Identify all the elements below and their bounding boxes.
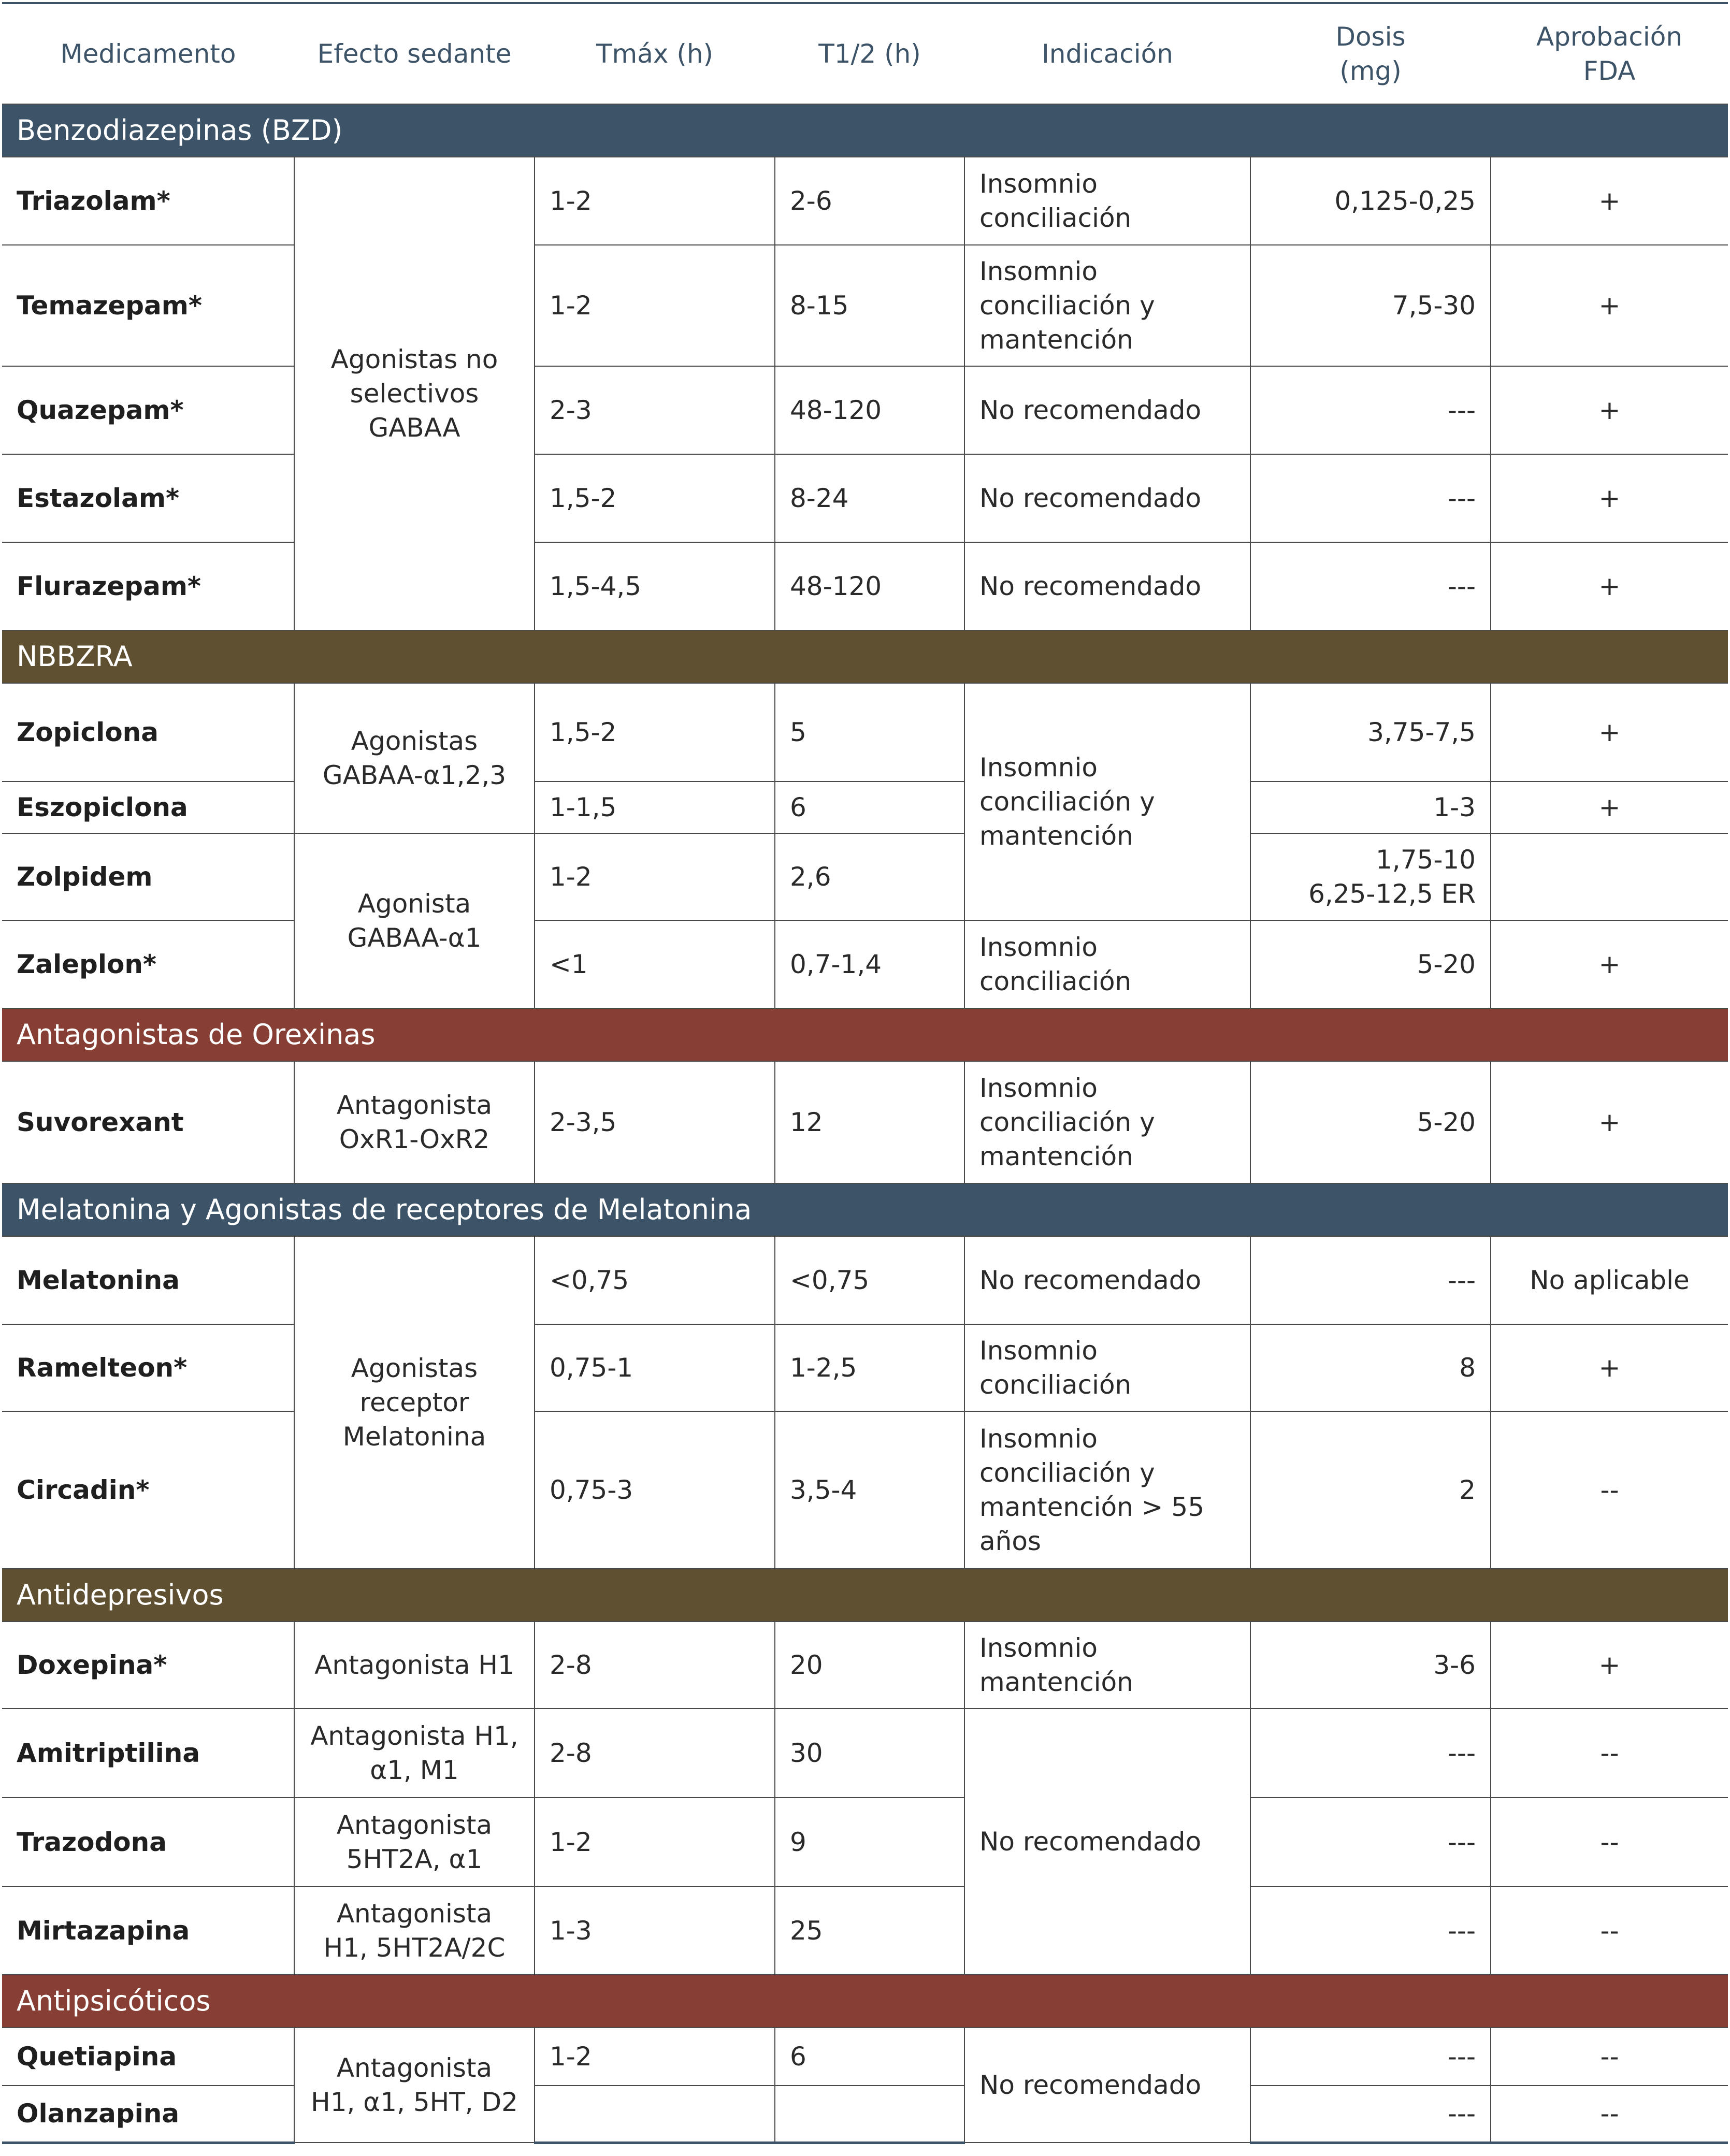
tmax-cell: 1,5-2 bbox=[535, 454, 775, 542]
drug-name: Olanzapina bbox=[2, 2086, 294, 2143]
t12-cell: 8-24 bbox=[775, 454, 964, 542]
dose-cell: 3-6 bbox=[1250, 1622, 1491, 1709]
dose-cell: --- bbox=[1250, 2028, 1491, 2086]
table-row bbox=[2, 1411, 1728, 1569]
table-row bbox=[2, 1324, 1728, 1411]
indication-cell: No recomendado bbox=[964, 1709, 1250, 1975]
tmax-cell: 1-2 bbox=[535, 245, 775, 366]
section-row bbox=[2, 1975, 1728, 2028]
indication-cell: Insomnio conciliación y mantención bbox=[964, 245, 1250, 366]
indication-cell: Insomnio conciliación y mantención > 55 años bbox=[964, 1411, 1250, 1569]
drug-name: Ramelteon* bbox=[2, 1324, 294, 1411]
indication-cell: No recomendado bbox=[964, 2028, 1250, 2143]
drug-name: Quetiapina bbox=[2, 2028, 294, 2086]
t12-cell: 12 bbox=[775, 1061, 964, 1183]
col-header-indicacion: Indicación bbox=[1042, 39, 1173, 69]
fda-cell: No aplicable bbox=[1491, 1236, 1728, 1324]
insomnia-drugs-table bbox=[2, 2, 1728, 2144]
indication-cell: No recomendado bbox=[964, 454, 1250, 542]
dose-cell: --- bbox=[1250, 1236, 1491, 1324]
dose-cell: --- bbox=[1250, 366, 1491, 454]
effect-cell: Agonistas receptor Melatonina bbox=[294, 1236, 535, 1569]
table-row bbox=[2, 1061, 1728, 1183]
tmax-cell: 1,5-4,5 bbox=[535, 542, 775, 630]
tmax-cell: <1 bbox=[535, 920, 775, 1008]
table-row bbox=[2, 920, 1728, 1008]
drug-table-page bbox=[2, 2, 1728, 2144]
indication-cell: Insomnio conciliación bbox=[964, 157, 1250, 245]
table-row bbox=[2, 833, 1728, 920]
indication-cell: Insomnio conciliación y mantención bbox=[964, 683, 1250, 920]
tmax-cell: 1-2 bbox=[535, 1798, 775, 1887]
col-header-dosis: Dosis (mg) bbox=[1335, 22, 1406, 86]
col-header-fda: Aprobación FDA bbox=[1536, 22, 1683, 86]
section-title-bzd: Benzodiazepinas (BZD) bbox=[2, 104, 1728, 157]
fda-cell: + bbox=[1491, 782, 1728, 833]
dose-cell: 5-20 bbox=[1250, 920, 1491, 1008]
indication-cell: Insomnio mantención bbox=[964, 1622, 1250, 1709]
effect-cell: Antagonista H1, α1, 5HT, D2 bbox=[294, 2028, 535, 2143]
fda-cell: + bbox=[1491, 454, 1728, 542]
drug-name: Suvorexant bbox=[2, 1061, 294, 1183]
section-row bbox=[2, 1008, 1728, 1061]
section-title-antidepresivos: Antidepresivos bbox=[2, 1569, 1728, 1622]
drug-name: Trazodona bbox=[2, 1798, 294, 1887]
dose-cell: 3,75-7,5 bbox=[1250, 683, 1491, 782]
dose-cell: 8 bbox=[1250, 1324, 1491, 1411]
effect-cell: Antagonista H1 bbox=[294, 1622, 535, 1709]
fda-cell: + bbox=[1491, 542, 1728, 630]
col-header-efecto: Efecto sedante bbox=[317, 39, 512, 69]
table-row bbox=[2, 245, 1728, 366]
fda-cell: + bbox=[1491, 683, 1728, 782]
dose-cell: 7,5-30 bbox=[1250, 245, 1491, 366]
tmax-cell: 1-2 bbox=[535, 833, 775, 920]
t12-cell: 20 bbox=[775, 1622, 964, 1709]
t12-cell: 25 bbox=[775, 1887, 964, 1975]
table-row bbox=[2, 1887, 1728, 1975]
table-row bbox=[2, 1622, 1728, 1709]
table-row bbox=[2, 542, 1728, 630]
indication-cell: Insomnio conciliación bbox=[964, 920, 1250, 1008]
t12-cell: 48-120 bbox=[775, 542, 964, 630]
table-row bbox=[2, 1709, 1728, 1798]
col-header-medicamento: Medicamento bbox=[60, 39, 236, 69]
tmax-cell: 0,75-3 bbox=[535, 1411, 775, 1569]
fda-cell: + bbox=[1491, 366, 1728, 454]
t12-cell bbox=[775, 2086, 964, 2143]
t12-cell: 2-6 bbox=[775, 157, 964, 245]
effect-cell: Antagonista OxR1-OxR2 bbox=[294, 1061, 535, 1183]
effect-cell: Antagonista 5HT2A, α1 bbox=[294, 1798, 535, 1887]
table-row bbox=[2, 683, 1728, 782]
effect-cell: Antagonista H1, 5HT2A/2C bbox=[294, 1887, 535, 1975]
fda-cell: -- bbox=[1491, 1411, 1728, 1569]
effect-cell: Agonistas no selectivos GABAA bbox=[294, 157, 535, 630]
drug-name: Amitriptilina bbox=[2, 1709, 294, 1798]
drug-name: Flurazepam* bbox=[2, 542, 294, 630]
t12-cell: 9 bbox=[775, 1798, 964, 1887]
tmax-cell: <0,75 bbox=[535, 1236, 775, 1324]
drug-name: Melatonina bbox=[2, 1236, 294, 1324]
section-row bbox=[2, 104, 1728, 157]
dose-cell: --- bbox=[1250, 454, 1491, 542]
section-title-nbbzra: NBBZRA bbox=[2, 630, 1728, 683]
dose-cell: 0,125-0,25 bbox=[1250, 157, 1491, 245]
section-title-orexinas: Antagonistas de Orexinas bbox=[2, 1008, 1728, 1061]
t12-cell: 8-15 bbox=[775, 245, 964, 366]
indication-cell: Insomnio conciliación bbox=[964, 1324, 1250, 1411]
section-title-antipsicoticos: Antipsicóticos bbox=[2, 1975, 1728, 2028]
drug-name: Zopiclona bbox=[2, 683, 294, 782]
fda-cell: + bbox=[1491, 1622, 1728, 1709]
t12-cell: 6 bbox=[775, 2028, 964, 2086]
dose-cell: --- bbox=[1250, 542, 1491, 630]
effect-cell: Agonista GABAA-α1 bbox=[294, 833, 535, 1008]
tmax-cell: 2-8 bbox=[535, 1622, 775, 1709]
section-title-melatonina: Melatonina y Agonistas de receptores de Melatonina bbox=[2, 1183, 1728, 1236]
fda-cell: + bbox=[1491, 245, 1728, 366]
drug-name: Eszopiclona bbox=[2, 782, 294, 833]
fda-cell: -- bbox=[1491, 2086, 1728, 2143]
t12-cell: 48-120 bbox=[775, 366, 964, 454]
tmax-cell bbox=[535, 2086, 775, 2143]
tmax-cell: 1-1,5 bbox=[535, 782, 775, 833]
fda-cell: -- bbox=[1491, 1709, 1728, 1798]
fda-cell: + bbox=[1491, 1324, 1728, 1411]
drug-name: Estazolam* bbox=[2, 454, 294, 542]
col-header-t12: T1/2 (h) bbox=[818, 39, 921, 69]
table-row bbox=[2, 782, 1728, 833]
fda-cell bbox=[1491, 833, 1728, 920]
dose-cell: 2 bbox=[1250, 1411, 1491, 1569]
drug-name: Temazepam* bbox=[2, 245, 294, 366]
indication-cell: No recomendado bbox=[964, 1236, 1250, 1324]
effect-cell: Agonistas GABAA-α1,2,3 bbox=[294, 683, 535, 833]
tmax-cell: 2-8 bbox=[535, 1709, 775, 1798]
t12-cell: 1-2,5 bbox=[775, 1324, 964, 1411]
tmax-cell: 2-3 bbox=[535, 366, 775, 454]
tmax-cell: 1-2 bbox=[535, 2028, 775, 2086]
t12-cell: 5 bbox=[775, 683, 964, 782]
fda-cell: -- bbox=[1491, 1887, 1728, 1975]
table-row bbox=[2, 366, 1728, 454]
fda-cell: + bbox=[1491, 1061, 1728, 1183]
t12-cell: 6 bbox=[775, 782, 964, 833]
indication-cell: No recomendado bbox=[964, 366, 1250, 454]
table-row bbox=[2, 1798, 1728, 1887]
effect-cell: Antagonista H1, α1, M1 bbox=[294, 1709, 535, 1798]
fda-cell: -- bbox=[1491, 2028, 1728, 2086]
col-header-tmax: Tmáx (h) bbox=[596, 39, 714, 69]
fda-cell: + bbox=[1491, 920, 1728, 1008]
dose-cell: --- bbox=[1250, 1798, 1491, 1887]
section-row bbox=[2, 1569, 1728, 1622]
table-row bbox=[2, 454, 1728, 542]
tmax-cell: 0,75-1 bbox=[535, 1324, 775, 1411]
dose-cell: 1,75-10 6,25-12,5 ER bbox=[1250, 833, 1491, 920]
table-row bbox=[2, 157, 1728, 245]
drug-name: Circadin* bbox=[2, 1411, 294, 1569]
table-row bbox=[2, 2086, 1728, 2143]
dose-cell: --- bbox=[1250, 2086, 1491, 2143]
dose-cell: 5-20 bbox=[1250, 1061, 1491, 1183]
t12-cell: 30 bbox=[775, 1709, 964, 1798]
section-row bbox=[2, 630, 1728, 683]
table-row bbox=[2, 1236, 1728, 1324]
tmax-cell: 2-3,5 bbox=[535, 1061, 775, 1183]
drug-name: Triazolam* bbox=[2, 157, 294, 245]
section-row bbox=[2, 1183, 1728, 1236]
fda-cell: + bbox=[1491, 157, 1728, 245]
dose-cell: --- bbox=[1250, 1709, 1491, 1798]
tmax-cell: 1-3 bbox=[535, 1887, 775, 1975]
drug-name: Mirtazapina bbox=[2, 1887, 294, 1975]
tmax-cell: 1-2 bbox=[535, 157, 775, 245]
drug-name: Doxepina* bbox=[2, 1622, 294, 1709]
t12-cell: 0,7-1,4 bbox=[775, 920, 964, 1008]
t12-cell: 3,5-4 bbox=[775, 1411, 964, 1569]
t12-cell: 2,6 bbox=[775, 833, 964, 920]
indication-cell: No recomendado bbox=[964, 542, 1250, 630]
table-row bbox=[2, 2028, 1728, 2086]
indication-cell: Insomnio conciliación y mantención bbox=[964, 1061, 1250, 1183]
fda-cell: -- bbox=[1491, 1798, 1728, 1887]
drug-name: Quazepam* bbox=[2, 366, 294, 454]
tmax-cell: 1,5-2 bbox=[535, 683, 775, 782]
drug-name: Zaleplon* bbox=[2, 920, 294, 1008]
dose-cell: --- bbox=[1250, 1887, 1491, 1975]
dose-cell: 1-3 bbox=[1250, 782, 1491, 833]
t12-cell: <0,75 bbox=[775, 1236, 964, 1324]
drug-name: Zolpidem bbox=[2, 833, 294, 920]
header-row bbox=[2, 3, 1728, 104]
